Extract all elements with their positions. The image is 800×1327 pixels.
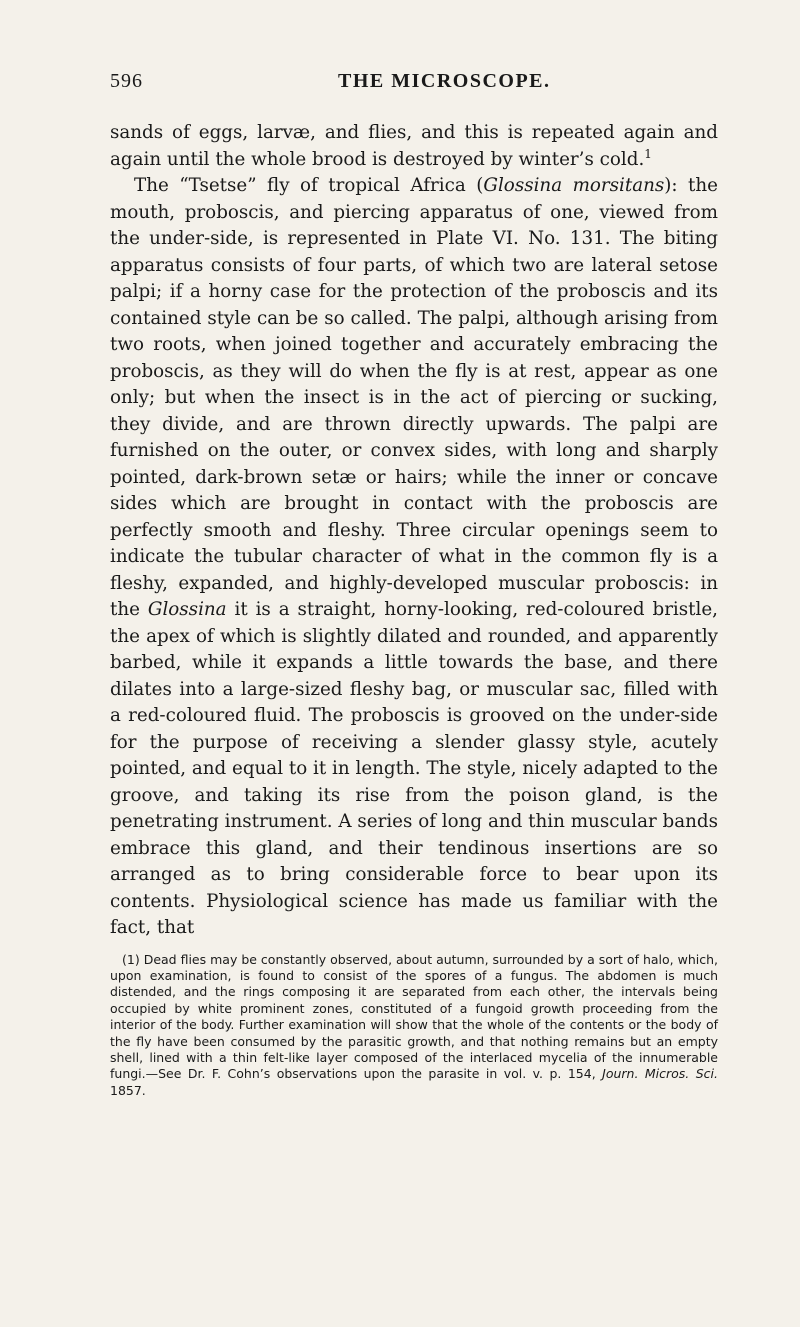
main-text [110, 120, 718, 942]
paragraph-1 [110, 120, 718, 173]
italic-term: Journ. Micros. Sci. [602, 1066, 718, 1082]
running-title: THE MICROSCOPE. [338, 70, 551, 92]
text-run: The “Tsetse” fly of tropical Africa ( [134, 175, 484, 196]
running-head [110, 70, 718, 106]
text-run: sands of eggs, larvæ, and flies, and this is repeated again and again until the whole brood is destroyed by winter’s cold. [110, 122, 718, 170]
footnote-1 [110, 952, 718, 1100]
text-run: it is a straight, horny-looking, red-coloured bristle, the apex of which is slightly dilated and rounded, and apparently barbed, while it expands a little towards the base, and there dilates into a large-sized fleshy bag, or muscular sac, filled with a red-coloured fluid. The proboscis is grooved on the under-side for the purpose of receiving a slender glassy style, acutely pointed, and equal to it in length. The style, nicely adapted to the groove, and taking its rise from the poison gland, is the penetrating instrument. A series of long and thin muscular bands embrace this gland, and their tendinous insertions are so arranged as to bring considerable force to bear upon its contents. Physiological science has made us familiar with the fact, that [110, 599, 718, 938]
text-run: ): the mouth, proboscis, and piercing apparatus of one, viewed from the under-side, is represented in Plate VI. No. 131. The biting apparatus consists of four parts, of which two are lateral setose palpi; if a horny case for the protection of the proboscis and its contained style can be so called. The palpi, although arising from two roots, when joined together and accurately embracing the proboscis, as they will do when the fly is at rest, appear as one only; but when the insect is in the act of piercing or sucking, they divide, and are thrown directly upwards. The palpi are furnished on the outer, or convex sides, with long and sharply pointed, dark-brown setæ or hairs; while the inner or concave sides which are brought in contact with the proboscis are perfectly smooth and fleshy. Three circular openings seem to indicate the tubular character of what in the common fly is a fleshy, expanded, and highly-developed muscular proboscis: in the [110, 175, 719, 620]
footnotes [110, 952, 718, 1100]
italic-term: Glossina morsitans [483, 175, 665, 196]
italic-term: Glossina [147, 599, 227, 620]
text-run: 1857. [110, 1082, 146, 1098]
paragraph-2 [110, 173, 718, 942]
text-run: (1) Dead flies may be constantly observed, about autumn, surrounded by a sort of halo, which, upon examination, is found to consist of the spores of a fungus. The abdomen is much distended, and the rings composing it are separated from each other, the intervals being occupied by white prominent zones, constituted of a fungoid growth proceeding from the interior of the body. Further examination will show that the whole of the contents or the body of the fly have been consumed by the parasitic growth, and that nothing remains but an empty shell, lined with a thin felt-like layer composed of the interlaced mycelia of the innumerable fungi.—See Dr. F. Cohn’s observations upon the parasite in vol. v. p. 154, [110, 951, 718, 1082]
page-number: 596 [110, 70, 143, 92]
footnote-marker: 1 [644, 146, 652, 161]
